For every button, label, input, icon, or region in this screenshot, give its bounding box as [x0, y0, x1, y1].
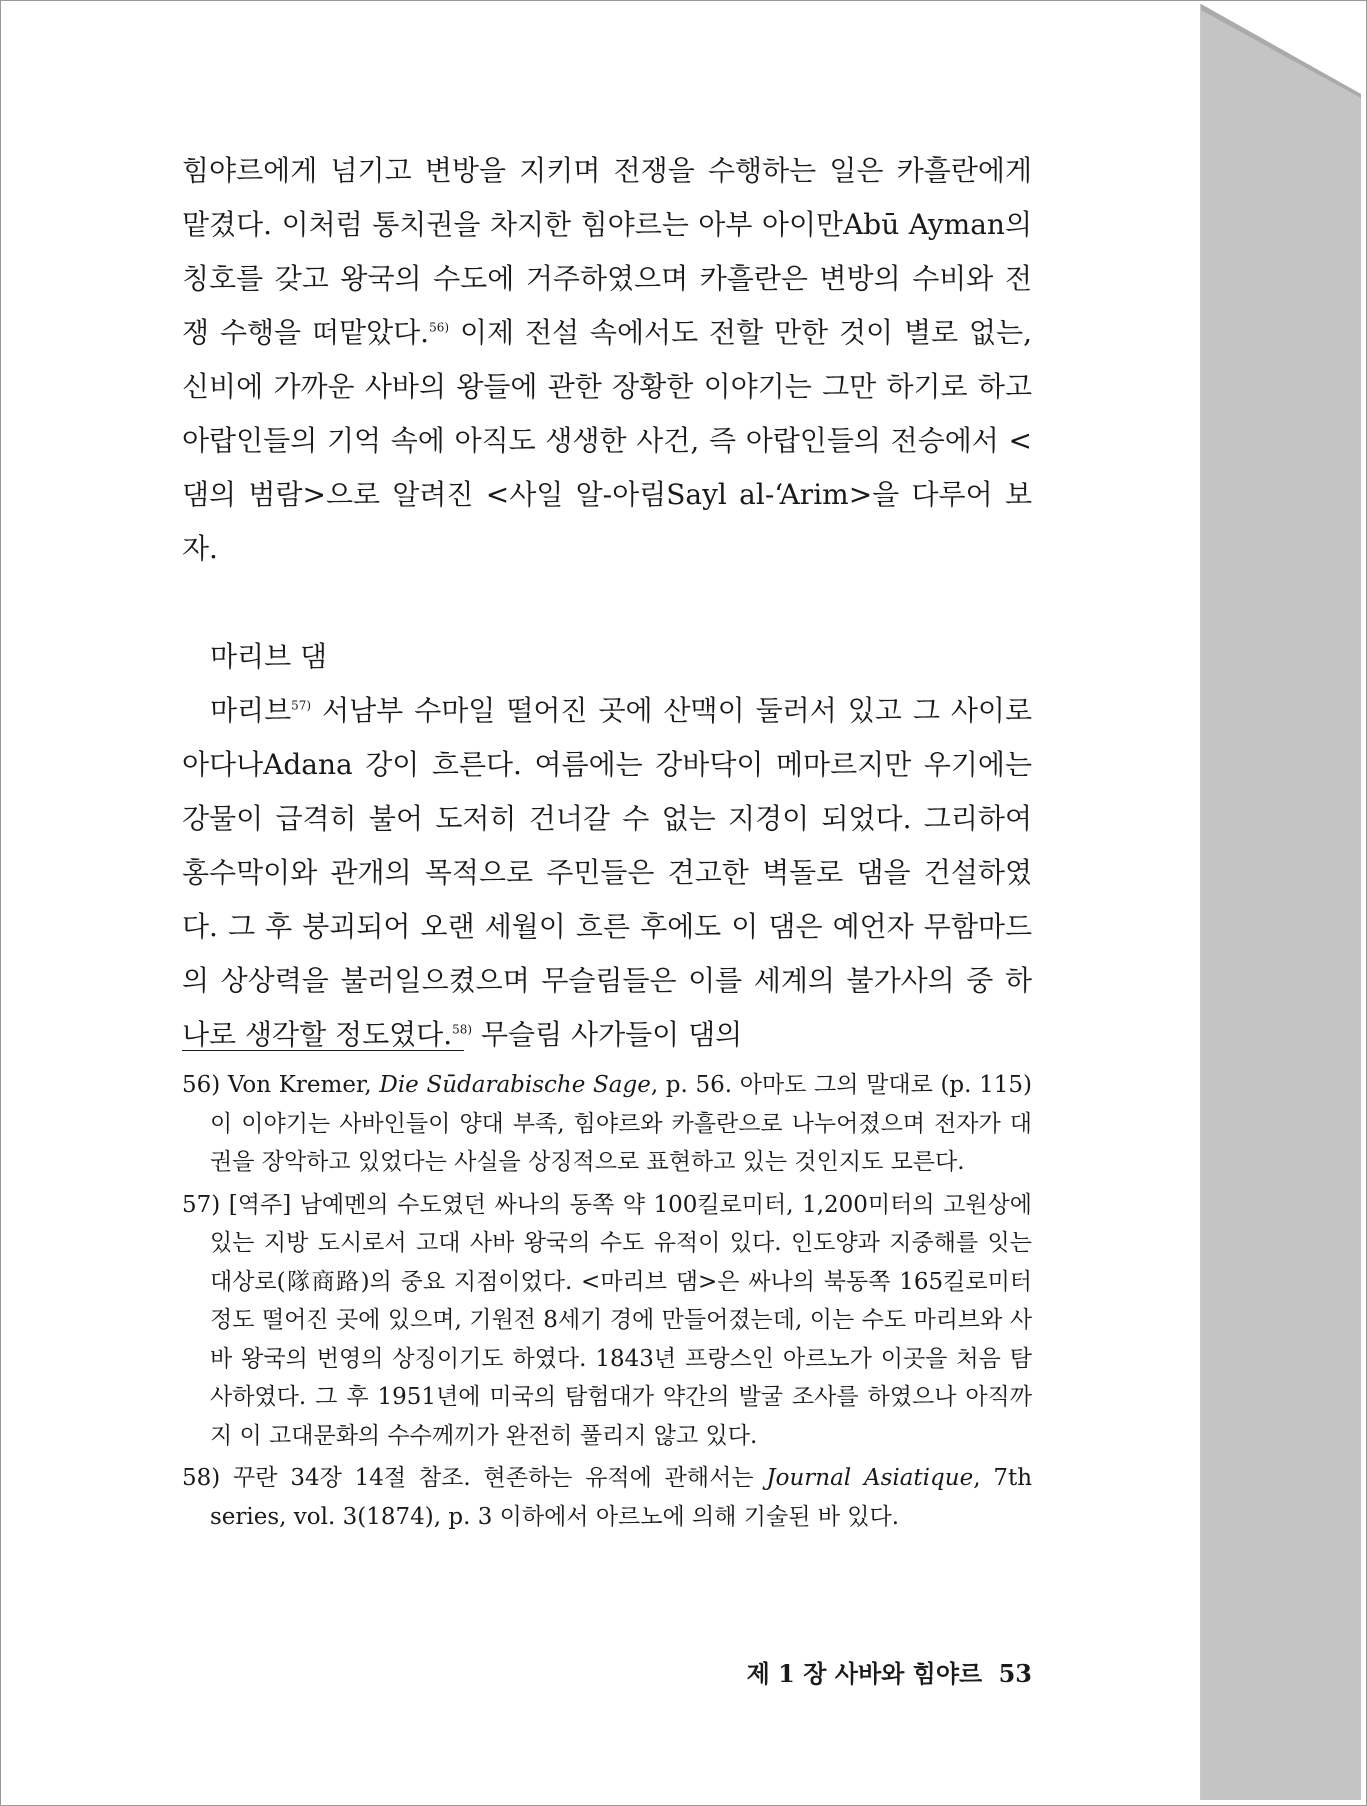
- body-paragraph-2: [182, 684, 1032, 1062]
- footnote-text: , 7th series, vol. 3(1874), p. 3 이하에서 아르노에 의해 기술된 바 있다.: [210, 1465, 1033, 1530]
- section-heading: 마리브 댐: [210, 640, 328, 673]
- book-page: [4, 4, 1201, 1800]
- footnote-56: [182, 1066, 1032, 1182]
- footnote-text: 58) 꾸란 34장 14절 참조. 현존하는 유적에 관해서는: [182, 1465, 767, 1491]
- footnote-57: 57) [역주] 남예멘의 수도였던 싸나의 동쪽 약 100킬로미터, 1,200미터의 고원상에 있는 지방 도시로서 고대 사바 왕국의 수도 유적이 있다. 인도양과 지중해를 잇는 대상로(隊商路)의 중요 지점이었다. <마리브 댐>은 싸나의 북동쪽 165킬로미터 정도 떨어진 곳에 있으며, 기원전 8세기 경에 만들어졌는데, 이는 수도 마리브와 사바 왕국의 번영의 상징이기도 하였다. 1843년 프랑스인 아르노가 이곳을 처음 탐사하였다. 그 후 1951년에 미국의 탐험대가 약간의 발굴 조사를 하였으나 아직까지 이 고대문화의 수수께끼가 완전히 풀리지 않고 있다.: [182, 1191, 1032, 1449]
- footnote-text: , p. 56. 아마도 그의 말대로 (p. 115)이 이야기는 사바인들이 양대 부족, 힘야르와 카흘란으로 나누어졌으며 전자가 대권을 장악하고 있었다는 사실을 상징적으로 표현하고 있는 것인지도 모른다.: [210, 1072, 1032, 1175]
- footnote-58: [182, 1459, 1032, 1536]
- footnote-ref-58[interactable]: 58): [452, 1022, 473, 1037]
- page-number: 53: [998, 1659, 1032, 1688]
- main-text: [182, 144, 1032, 1062]
- footnotes: [182, 1066, 1032, 1540]
- paragraph-text: 이제 전설 속에서도 전할 만한 것이 별로 없는, 신비에 가까운 사바의 왕들에 관한 장황한 이야기는 그만 하기로 하고 아랍인들의 기억 속에 아직도 생생한 사건, 즉 아랍인들의 전승에서 <댐의 범람>으로 알려진 <사일 알-아림Sayl al-‘Arim>을 다루어 보자.: [182, 316, 1032, 565]
- footnote-title: Die Sūdarabische Sage: [379, 1072, 651, 1098]
- paragraph-text: 무슬림 사가들이 댐의: [472, 1018, 743, 1051]
- footnote-ref-56[interactable]: 56): [429, 320, 450, 335]
- page-edge-shading: [1201, 4, 1361, 1800]
- footnote-ref-57[interactable]: 57): [291, 698, 312, 713]
- footnote-rule: [182, 1050, 464, 1051]
- chapter-title: 제 1 장 사바와 힘야르: [746, 1659, 983, 1688]
- body-paragraph-1: [182, 144, 1032, 576]
- paragraph-text: 힘야르에게 넘기고 변방을 지키며 전쟁을 수행하는 일은 카흘란에게 맡겼다. 이처럼 통치권을 차지한 힘야르는 아부 아이만Abū Ayman의 칭호를 갖고 왕국의 수도에 거주하였으며 카흘란은 변방의 수비와 전쟁 수행을 떠맡았다.: [182, 154, 1032, 349]
- paragraph-text: 서남부 수마일 떨어진 곳에 산맥이 둘러서 있고 그 사이로 아다나Adana 강이 흐른다. 여름에는 강바닥이 메마르지만 우기에는 강물이 급격히 불어 도저히 건너갈 수 없는 지경이 되었다. 그리하여 홍수막이와 관개의 목적으로 주민들은 견고한 벽돌로 댐을 건설하였다. 그 후 붕괴되어 오랜 세월이 흐른 후에도 이 댐은 예언자 무함마드의 상상력을 불러일으켰으며 무슬림들은 이를 세계의 불가사의 중 하나로 생각할 정도였다.: [182, 694, 1032, 1051]
- footnote-text: 56) Von Kremer,: [182, 1072, 380, 1098]
- footnote-title: Journal Asiatique: [766, 1465, 974, 1491]
- running-footer: [739, 1654, 1032, 1689]
- paragraph-text: 마리브: [210, 694, 292, 727]
